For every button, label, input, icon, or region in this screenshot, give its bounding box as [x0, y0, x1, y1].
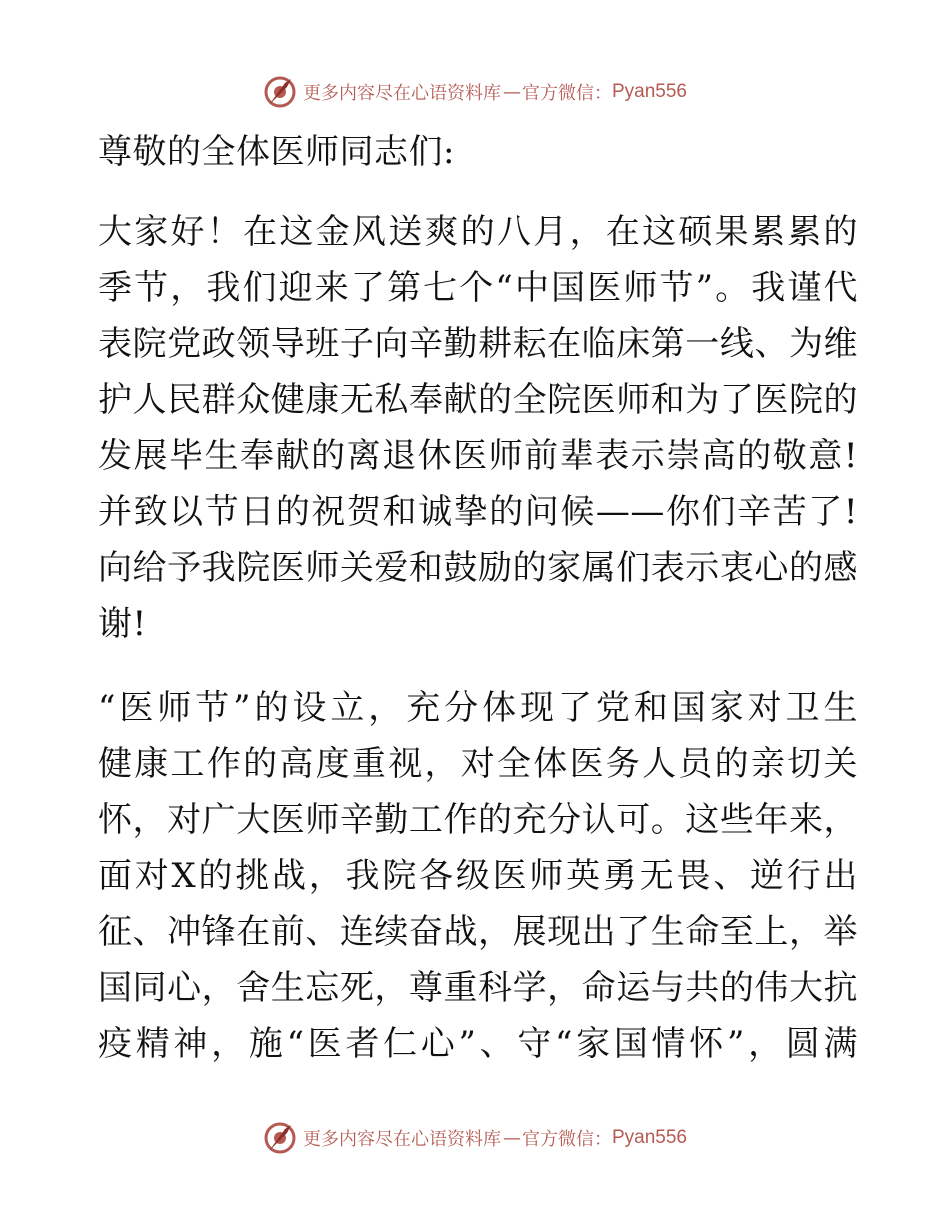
watermark-contact-label: 官方微信： — [521, 1129, 612, 1150]
footer-watermark — [0, 1118, 950, 1158]
paragraph-1-line: 大家好！在这金风送爽的八月，在这硕果累累的 — [98, 212, 858, 252]
watermark-text: 更多内容尽在心语资料库 — [302, 83, 501, 104]
watermark-separator: — — [502, 81, 520, 103]
paragraph-1-line: 向给予我院医师关爱和鼓励的家属们表示衷心的感 — [98, 548, 858, 588]
watermark-contact-id: Pyan556 — [611, 81, 687, 102]
feather-logo-icon — [263, 1121, 297, 1155]
paragraph-2-line: 健康工作的高度重视，对全体医务人员的亲切关 — [98, 744, 858, 784]
paragraph-2-line: 面对X的挑战，我院各级医师英勇无畏、逆行出 — [98, 856, 858, 896]
paragraph-1-line: 谢! — [98, 604, 147, 644]
letter-body — [98, 124, 858, 1072]
paragraph-1-line: 发展毕生奉献的离退休医师前辈表示崇高的敬意! — [98, 436, 858, 476]
paragraph-2-line: 国同心，舍生忘死，尊重科学，命运与共的伟大抗 — [98, 968, 858, 1008]
paragraph-2 — [98, 680, 858, 1072]
paragraph-1-line: 季节，我们迎来了第七个“中国医师节”。我谨代 — [98, 268, 858, 308]
header-watermark — [0, 72, 950, 112]
paragraph-2-line: 怀，对广大医师辛勤工作的充分认可。这些年来， — [98, 800, 858, 840]
watermark-contact-id: Pyan556 — [611, 1127, 687, 1148]
paragraph-1-line: 并致以节日的祝贺和诚挚的问候——你们辛苦了! — [98, 492, 858, 532]
paragraph-2-line: “医师节”的设立，充分体现了党和国家对卫生 — [98, 688, 858, 728]
feather-logo-icon — [263, 75, 297, 109]
paragraph-1-line: 护人民群众健康无私奉献的全院医师和为了医院的 — [98, 380, 858, 420]
paragraph-1 — [98, 204, 858, 652]
watermark-text: 更多内容尽在心语资料库 — [302, 1129, 501, 1150]
paragraph-2-line: 征、冲锋在前、连续奋战，展现出了生命至上，举 — [98, 912, 858, 952]
paragraph-1-line: 表院党政领导班子向辛勤耕耘在临床第一线、为维 — [98, 324, 858, 364]
watermark-separator: — — [502, 1127, 520, 1149]
letter-salutation: 尊敬的全体医师同志们: — [98, 132, 455, 172]
watermark-contact-label: 官方微信： — [521, 83, 612, 104]
paragraph-2-line: 疫精神，施“医者仁心”、守“家国情怀”，圆满 — [98, 1024, 858, 1064]
